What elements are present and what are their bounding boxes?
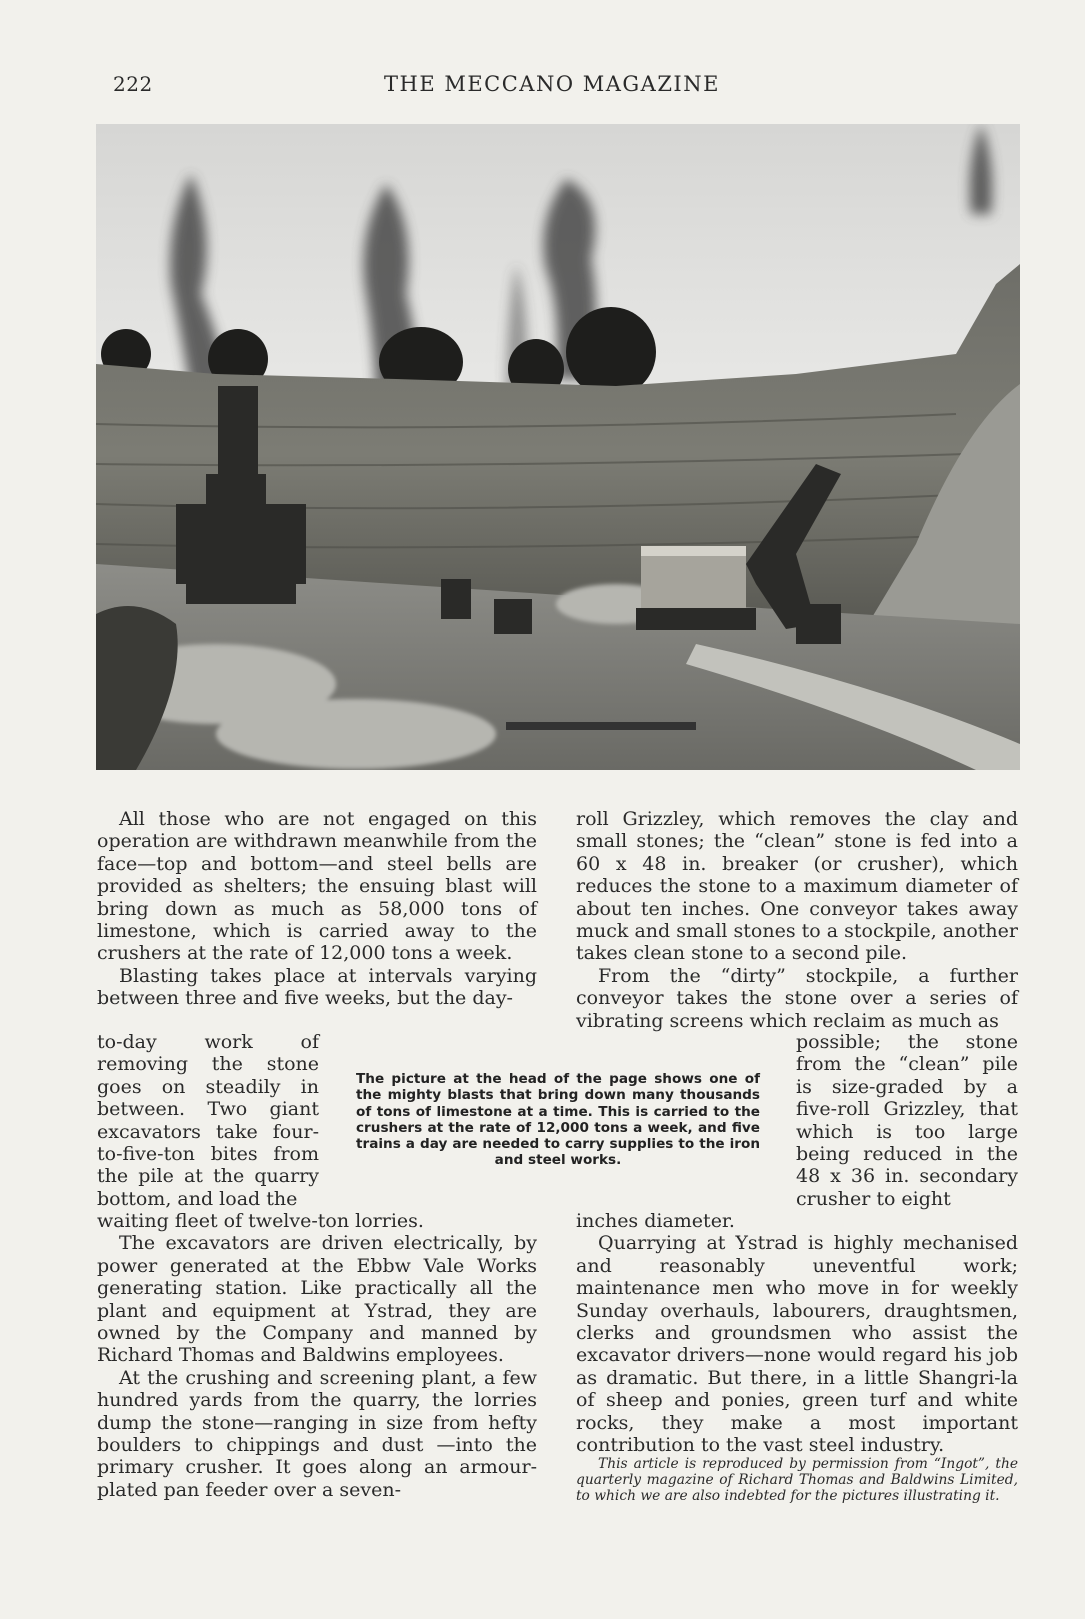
photo-caption: The picture at the head of the page shows one of the mighty blasts that bring down many thousands of tons of limestone at a time. This is carried to the crushers at the rate of 12,000 tons a week, and five trains a day are needed to carry supplies to the iron and steel works. xyxy=(356,1071,760,1169)
magazine-title: THE MECCANO MAGAZINE xyxy=(384,72,720,96)
paragraph: roll Grizzley, which removes the clay and small stones; the “clean” stone is fed into a 60 x 48 in. breaker (or crusher), which reduces the stone to a maximum diameter of about ten inches. One conveyor takes away muck and small stones to a stockpile, another takes clean stone to a second pile. xyxy=(576,808,1018,965)
left-column-wrap xyxy=(97,1031,319,1210)
paragraph: inches diameter. xyxy=(576,1210,735,1232)
article-credit: This article is reproduced by permission from “Ingot”, the quarterly magazine of Richard Thomas and Baldwins Limited, to which we are also indebted for the pictures illustrating it. xyxy=(576,1456,1018,1505)
paragraph: At the crushing and screening plant, a few hundred yards from the quarry, the lorries dump the stone—ranging in size from hefty boulders to chippings and dust —into the primary crusher. It goes along an armour-plated pan feeder over a seven- xyxy=(97,1366,537,1501)
paragraph: The excavators are driven electrically, by power generated at the Ebbw Vale Works generating station. Like practically all the plant and equipment at Ystrad, they are owned by the Company and manned by Richard Thomas and Baldwins employees. xyxy=(97,1232,537,1367)
paragraph: to-day work of removing the stone goes on steadily in between. Two giant excavators take four-to-five-ton bites from the pile at the quarry bottom, and load the xyxy=(97,1031,319,1210)
paragraph: From the “dirty” stockpile, a further conveyor takes the stone over a series of vibrating screens which reclaim as much as xyxy=(576,964,1018,1032)
page-number: 222 xyxy=(113,72,153,96)
paragraph: Blasting takes place at intervals varying between three and five weeks, but the day- xyxy=(97,964,537,1010)
foreground-rail xyxy=(506,722,696,730)
right-column-top xyxy=(576,808,1018,1032)
paragraph: All those who are not engaged on this operation are withdrawn meanwhile from the face—top and bottom—and steel bells are provided as shelters; the ensuing blast will bring down as much as 58,000 tons of limestone, which is carried away to the crushers at the rate of 12,000 tons a week. xyxy=(97,808,537,965)
left-column-top xyxy=(97,808,537,1010)
paragraph: possible; the stone from the “clean” pile is size-graded by a five-roll Grizzley, that which is too large being reduced in the 48 x 36 in. secondary crusher to eight xyxy=(796,1031,1018,1210)
quarry-blast-photo xyxy=(96,124,1020,770)
block xyxy=(494,599,532,634)
paragraph: Quarrying at Ystrad is highly mechanised and reasonably uneventful work; maintenance men who move in for weekly Sunday overhauls, labourers, draughtsmen, clerks and groundsmen who assist the excavator drivers—none would regard his job as dramatic. But there, in a little Shangri-la of sheep and ponies, green turf and white rocks, they make a most important contribution to the vast steel industry. xyxy=(576,1232,1018,1457)
left-column-bottom xyxy=(97,1210,537,1501)
right-column-wrap xyxy=(796,1031,1018,1210)
right-column-bottom xyxy=(576,1210,1018,1504)
quarry-blast-photo-icon xyxy=(96,124,1020,770)
block xyxy=(441,579,471,619)
paragraph: waiting fleet of twelve-ton lorries. xyxy=(97,1210,424,1232)
